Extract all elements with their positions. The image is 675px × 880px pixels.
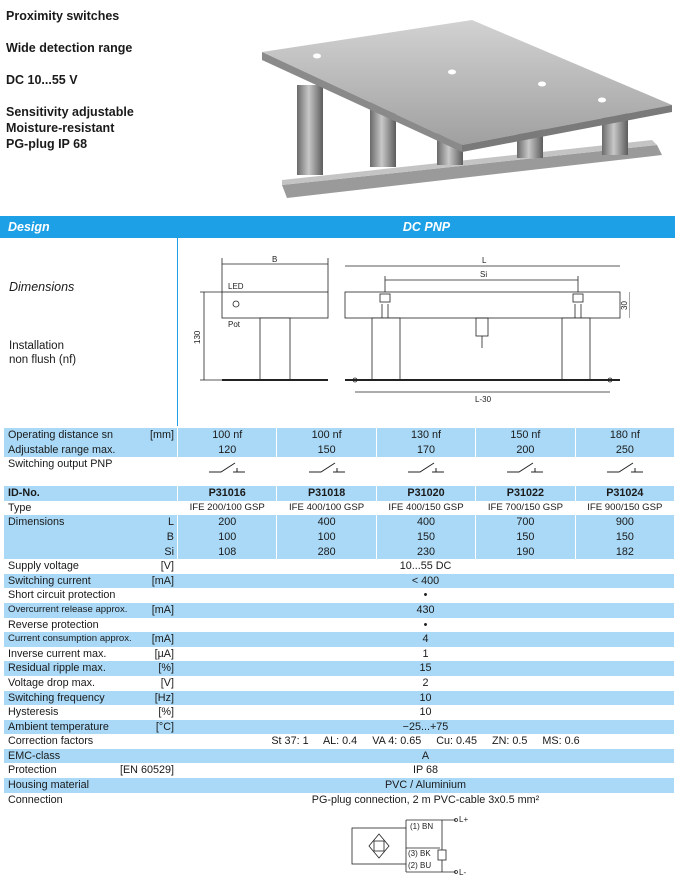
row-dim-l: Dimensions L 200 400 400 700 900 [4, 515, 674, 530]
row-id-no: ID-No. P31016 P31018 P31020 P31022 P31024 [4, 486, 674, 501]
dim-30-text: 30 [620, 301, 629, 310]
feature-pgplug: PG-plug IP 68 [6, 137, 88, 151]
spec-table [4, 428, 674, 807]
pot-text: Pot [228, 320, 241, 329]
row-switching-current: Switching current [mA] < 400 [4, 574, 674, 589]
feature-range: Wide detection range [6, 41, 133, 55]
row-dim-b: B 100 100 150 150 150 [4, 530, 674, 545]
dim-130-text: 130 [193, 330, 202, 344]
row-housing-material: Housing material PVC / Aluminium [4, 778, 674, 793]
row-protection: Protection [EN 60529] IP 68 [8, 764, 438, 777]
dim-b-text: B [272, 255, 278, 264]
non-flush-label: non flush (nf) [9, 354, 77, 366]
dim-l30-text: L-30 [475, 395, 492, 404]
design-header [0, 216, 675, 238]
row-short-circuit: Short circuit protection • [8, 589, 428, 602]
feature-sensitivity: Sensitivity adjustable [6, 105, 134, 119]
design-label: Design [8, 220, 50, 234]
wire-bu-text: (2) BU [408, 861, 432, 870]
row-adjustable-range: Adjustable range max. 120 150 170 200 250 [4, 443, 674, 458]
row-switching-frequency: Switching frequency [Hz] 10 [4, 691, 674, 706]
dc-pnp-label: DC PNP [402, 220, 451, 234]
feature-voltage: DC 10...55 V [6, 73, 78, 87]
row-connection: Connection PG-plug connection, 2 m PVC-cable 3x0.5 mm² [8, 793, 540, 806]
no-contact-icon [276, 457, 375, 486]
dimension-drawing [190, 252, 630, 407]
row-dim-si: Si 108 280 230 190 182 [4, 545, 674, 560]
wiring-diagram [348, 812, 478, 880]
row-inverse-current: Inverse current max. [µA] 1 [8, 647, 429, 660]
row-switching-output: Switching output PNP [4, 457, 674, 486]
row-operating-distance: Operating distance sn [mm] 100 nf 100 nf 130 nf 150 nf 180 nf [4, 428, 674, 443]
row-reverse-protection: Reverse protection • [8, 618, 428, 631]
dim-l-text: L [482, 256, 487, 265]
no-contact-icon [575, 457, 674, 486]
row-supply-voltage: Supply voltage [V] 10...55 DC [8, 560, 452, 573]
feature-moisture: Moisture-resistant [6, 121, 115, 135]
row-overcurrent: Overcurrent release approx. [mA] 430 [4, 603, 674, 618]
lplus-text: L+ [459, 815, 469, 824]
no-contact-icon [177, 457, 276, 486]
wire-bn-text: (1) BN [410, 822, 434, 831]
lminus-text: L- [459, 868, 467, 877]
no-contact-icon [475, 457, 574, 486]
product-image [262, 20, 672, 205]
feature-proximity: Proximity switches [6, 9, 120, 23]
row-hysteresis: Hysteresis [%] 10 [8, 706, 432, 719]
row-emc-class: EMC-class A [4, 749, 674, 764]
row-type: Type IFE 200/100 GSP IFE 400/100 GSP IFE 400/150 GSP IFE 700/150 GSP IFE 900/150 GSP [4, 501, 674, 516]
row-consumption: Current consumption approx. [mA] 4 [4, 632, 674, 647]
no-contact-icon [376, 457, 475, 486]
column-divider [177, 216, 178, 426]
dimensions-label: Dimensions [9, 280, 75, 294]
row-voltage-drop: Voltage drop max. [V] 2 [8, 676, 429, 689]
installation-label: Installation [9, 340, 64, 352]
row-correction-factors: Correction factors St 37: 1 AL: 0.4 VA 4: 0.65 Cu: 0.45 ZN: 0.5 MS: 0.6 [8, 735, 580, 748]
wire-bk-text: (3) BK [408, 849, 431, 858]
led-text: LED [228, 282, 244, 291]
dim-si-text: Si [480, 270, 488, 279]
row-ambient-temperature: Ambient temperature [°C] −25...+75 [4, 720, 674, 735]
row-residual-ripple: Residual ripple max. [%] 15 [4, 661, 674, 676]
